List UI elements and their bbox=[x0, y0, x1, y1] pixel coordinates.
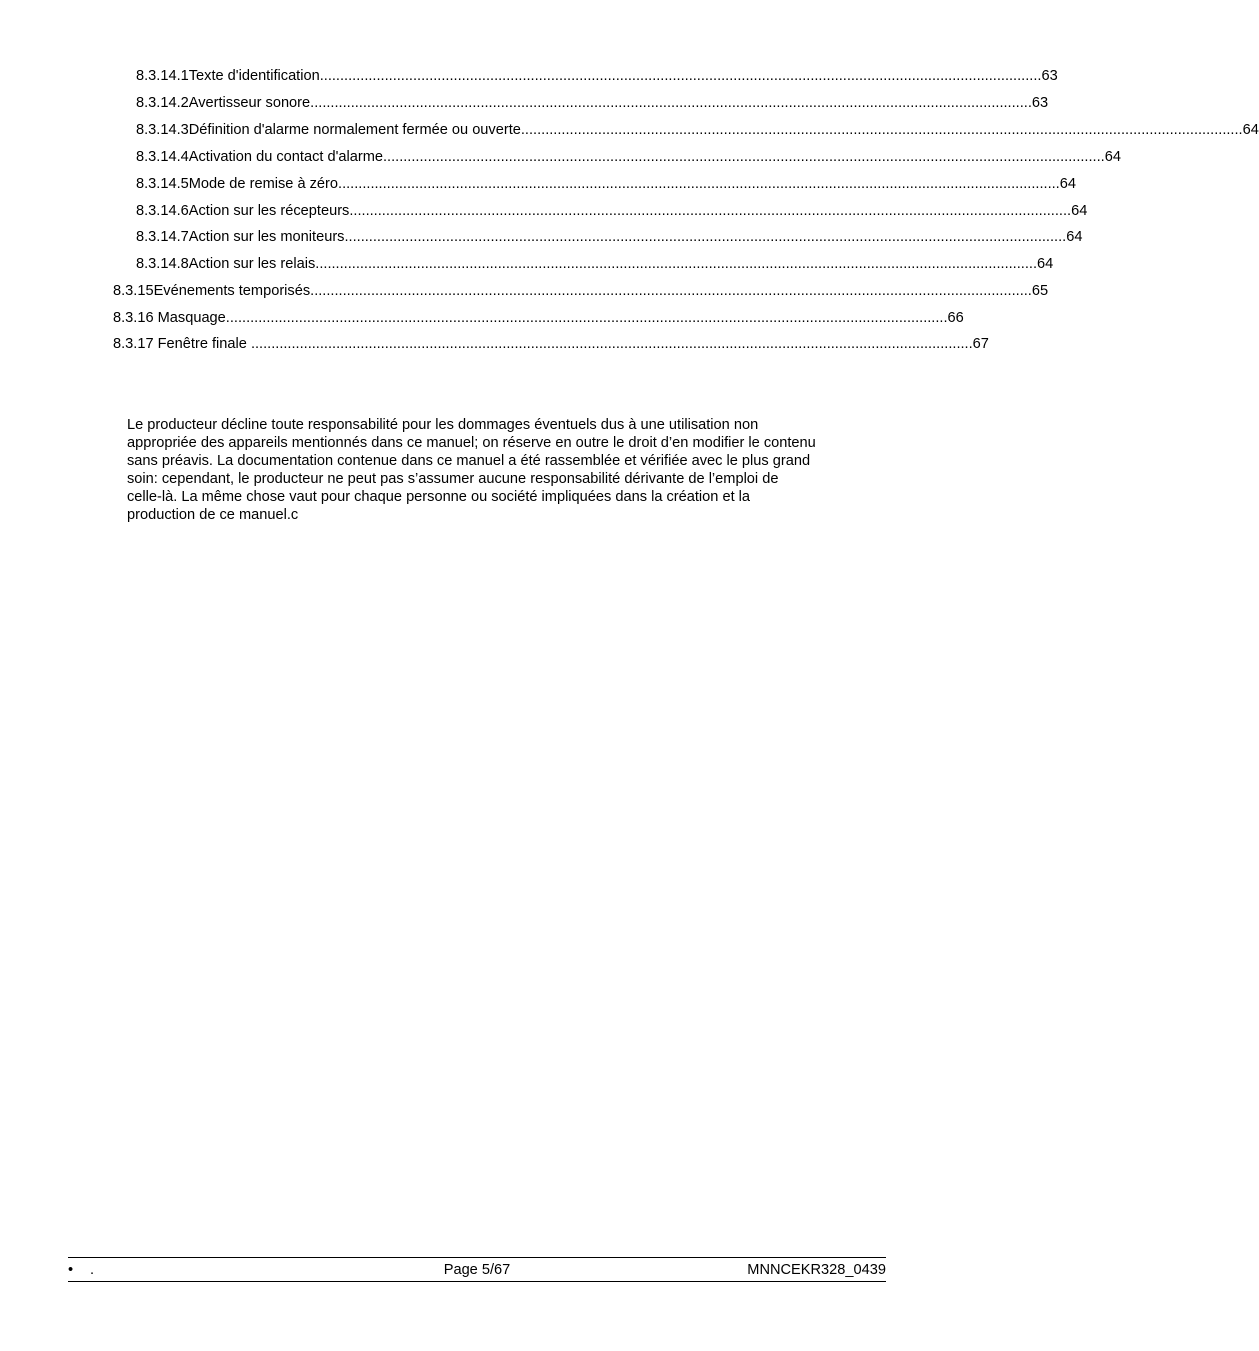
toc-title: Masquage bbox=[157, 310, 226, 326]
toc-number: 8.3.14.5 bbox=[136, 176, 189, 192]
toc-page-number: 64 bbox=[1037, 256, 1054, 272]
toc-title: Action sur les récepteurs bbox=[188, 203, 350, 219]
toc-page-number: 64 bbox=[1104, 149, 1121, 165]
toc-number: 8.3.14.7 bbox=[136, 229, 189, 245]
toc-leader: .................................................................................................................................................................................. bbox=[520, 122, 1243, 138]
toc-title: Texte d'identification bbox=[188, 68, 320, 84]
toc-leader: .................................................................................................................................................................................. bbox=[338, 176, 1060, 192]
toc-title: Fenêtre finale bbox=[157, 336, 251, 352]
toc-number: 8.3.14.6 bbox=[136, 203, 189, 219]
toc-entry[interactable] bbox=[136, 174, 1076, 194]
toc-number: 8.3.14.3 bbox=[136, 122, 189, 138]
toc-page-number: 64 bbox=[1066, 229, 1083, 245]
disclaimer-line: appropriée des appareils mentionnés dans ce manuel; on réserve en outre le droit d’en modifier le contenu bbox=[127, 435, 816, 451]
toc-page-number: 67 bbox=[972, 336, 989, 352]
toc-number: 8.3.14.2 bbox=[136, 95, 189, 111]
footer-document-code: MNNCEKR328_0439 bbox=[747, 1262, 886, 1278]
toc-leader: .................................................................................................................................................................................. bbox=[315, 256, 1038, 272]
footer-bullet: • bbox=[68, 1262, 74, 1278]
toc-number: 8.3.14.1 bbox=[136, 68, 189, 84]
toc-number: 8.3.14.4 bbox=[136, 149, 189, 165]
toc-leader: .................................................................................................................................................................................. bbox=[344, 229, 1067, 245]
footer-dot: . bbox=[90, 1262, 95, 1278]
toc-page-number: 65 bbox=[1031, 283, 1049, 299]
disclaimer-line: production de ce manuel.c bbox=[127, 507, 299, 523]
toc-leader: .................................................................................................................................................................................. bbox=[349, 203, 1072, 219]
toc-entry[interactable] bbox=[136, 66, 1058, 86]
toc-page-number: 63 bbox=[1031, 95, 1049, 111]
toc-leader: .................................................................................................................................................................................. bbox=[250, 336, 973, 352]
toc-page-number: 64 bbox=[1242, 122, 1259, 138]
toc-title: Action sur les relais bbox=[188, 256, 316, 272]
disclaimer-line: Le producteur décline toute responsabilité pour les dommages éventuels dus à une utilisation non bbox=[127, 417, 759, 433]
disclaimer-paragraph bbox=[127, 416, 897, 524]
toc-page-number: 63 bbox=[1041, 68, 1058, 84]
toc-leader: .................................................................................................................................................................................. bbox=[319, 68, 1042, 84]
toc-entry[interactable] bbox=[136, 201, 1088, 221]
toc-title: Activation du contact d'alarme bbox=[188, 149, 383, 165]
toc-number: 8.3.16 bbox=[113, 310, 158, 326]
disclaimer-line: sans préavis. La documentation contenue dans ce manuel a été rassemblée et vérifiée avec le plus grand bbox=[127, 453, 811, 469]
toc-entry[interactable] bbox=[136, 120, 1259, 140]
toc-title: Définition d'alarme normalement fermée ou ouverte bbox=[188, 122, 521, 138]
toc-title: Mode de remise à zéro bbox=[188, 176, 339, 192]
toc-entry[interactable] bbox=[136, 227, 1083, 247]
footer-page-number: Page 5/67 bbox=[443, 1262, 511, 1278]
footer-divider-bottom bbox=[68, 1281, 886, 1282]
toc-entry[interactable] bbox=[136, 93, 1049, 113]
toc-page-number: 64 bbox=[1059, 176, 1076, 192]
toc-page-number: 64 bbox=[1071, 203, 1088, 219]
toc-leader: .................................................................................................................................................................................. bbox=[310, 95, 1032, 111]
toc-number: 8.3.15 bbox=[113, 283, 154, 299]
toc-entry[interactable] bbox=[113, 308, 964, 328]
toc-leader: .................................................................................................................................................................................. bbox=[310, 283, 1032, 299]
toc-entry[interactable] bbox=[113, 334, 989, 354]
toc-page-number: 66 bbox=[947, 310, 964, 326]
toc-number: 8.3.17 bbox=[113, 336, 158, 352]
toc-leader: .................................................................................................................................................................................. bbox=[225, 310, 948, 326]
toc-entry[interactable] bbox=[136, 147, 1121, 167]
toc-title: Evénements temporisés bbox=[153, 283, 311, 299]
disclaimer-line: celle-là. La même chose vaut pour chaque personne ou société impliquées dans la création et la bbox=[127, 489, 751, 505]
toc-number: 8.3.14.8 bbox=[136, 256, 189, 272]
toc-entry[interactable] bbox=[136, 254, 1054, 274]
disclaimer-line: soin: cependant, le producteur ne peut pas s’assumer aucune responsabilité dérivante de l’emploi de bbox=[127, 471, 779, 487]
toc-entry[interactable] bbox=[113, 281, 1049, 301]
toc-title: Action sur les moniteurs bbox=[188, 229, 345, 245]
toc-title: Avertisseur sonore bbox=[188, 95, 311, 111]
footer-divider-top bbox=[68, 1257, 886, 1258]
toc-leader: .................................................................................................................................................................................. bbox=[382, 149, 1105, 165]
